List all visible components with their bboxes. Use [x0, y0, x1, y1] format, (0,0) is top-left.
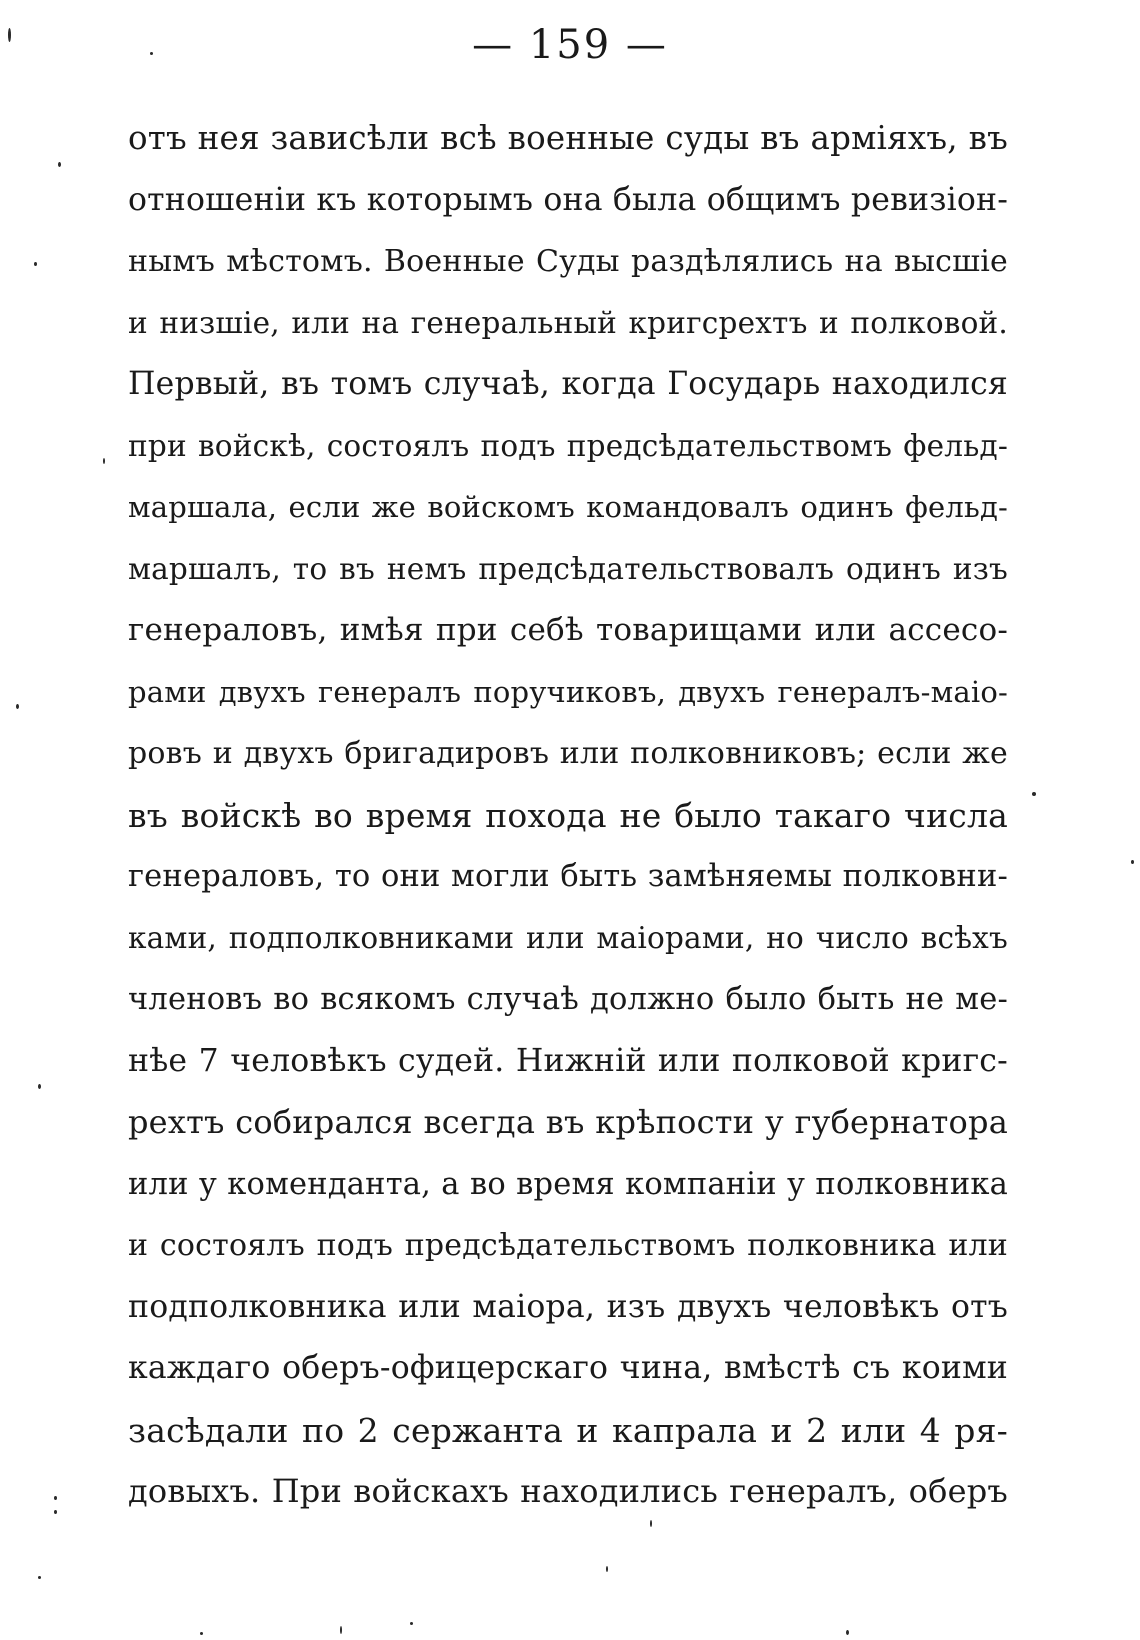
scan-speck: [54, 1496, 57, 1500]
scan-speck: [16, 704, 19, 709]
scan-speck: [34, 262, 37, 266]
text-line: маршалъ, то въ немъ предсѣдательствовалъ одинъ изъ: [128, 551, 1008, 586]
text-line: рехтъ собирался всегда въ крѣпости у губернатора: [128, 1103, 1008, 1141]
scan-speck: [846, 1630, 849, 1635]
text-line: рами двухъ генералъ поручиковъ, двухъ генералъ-маіо-: [128, 674, 1008, 709]
text-line: каждаго оберъ-офицерскаго чина, вмѣстѣ съ коими: [128, 1350, 1008, 1386]
text-line: въ войскѣ во время похода не было такаго числа: [128, 795, 1008, 835]
text-line: довыхъ. При войскахъ находились генералъ, оберъ: [128, 1472, 1008, 1510]
scan-speck: [8, 28, 11, 42]
scan-speck: [38, 1576, 41, 1579]
page-number: — 159 —: [472, 22, 668, 68]
scan-speck: [58, 162, 61, 167]
scan-speck: [103, 458, 105, 464]
text-line: ровъ и двухъ бригадировъ или полковниковъ; если же: [128, 736, 1008, 771]
text-line: подполковника или маіора, изъ двухъ человѣкъ отъ: [128, 1288, 1008, 1325]
scan-speck: [410, 1622, 413, 1625]
text-line: при войскѣ, состоялъ подъ предсѣдательствомъ фельд-: [128, 428, 1008, 463]
text-line: членовъ во всякомъ случаѣ должно было быть не ме-: [128, 982, 1008, 1017]
text-line: засѣдали по 2 сержанта и капрала и 2 или 4 ря-: [128, 1410, 1008, 1450]
text-line: маршала, если же войскомъ командовалъ одинъ фельд-: [128, 490, 1008, 524]
text-line: ками, подполковниками или маіорами, но число всѣхъ: [128, 920, 1008, 955]
scan-speck: [54, 1510, 57, 1514]
scan-speck: [200, 1632, 203, 1635]
text-line: Первый, въ томъ случаѣ, когда Государь находился: [128, 366, 1008, 402]
scan-speck: [340, 1626, 342, 1634]
text-line: нымъ мѣстомъ. Военные Суды раздѣлялись на высшіе: [128, 244, 1008, 279]
scan-speck: [38, 1084, 41, 1089]
text-line: и низшіе, или на генеральный кригсрехтъ и полковой.: [128, 305, 1008, 340]
scan-speck: [1131, 860, 1134, 864]
text-line: или у коменданта, а во время компаніи у полковника: [128, 1166, 1008, 1202]
scan-speck: [150, 52, 153, 55]
text-line: отъ нея зависѣли всѣ военные суды въ арміяхъ, въ: [128, 119, 1008, 157]
text-line: и состоялъ подъ предсѣдательствомъ полковника или: [128, 1228, 1008, 1263]
text-line: нѣе 7 человѣкъ судей. Нижній или полковой кригс-: [128, 1042, 1008, 1079]
scan-speck: [606, 1566, 608, 1572]
text-line: отношеніи къ которымъ она была общимъ ревизіон-: [128, 181, 1009, 218]
text-line: генераловъ, то они могли быть замѣняемы полковни-: [128, 859, 1008, 894]
body-text: [128, 108, 1008, 1523]
text-line: генераловъ, имѣя при себѣ товарищами или ассесо-: [128, 612, 1008, 648]
scan-speck: [650, 1520, 652, 1527]
scan-speck: [1032, 792, 1036, 796]
